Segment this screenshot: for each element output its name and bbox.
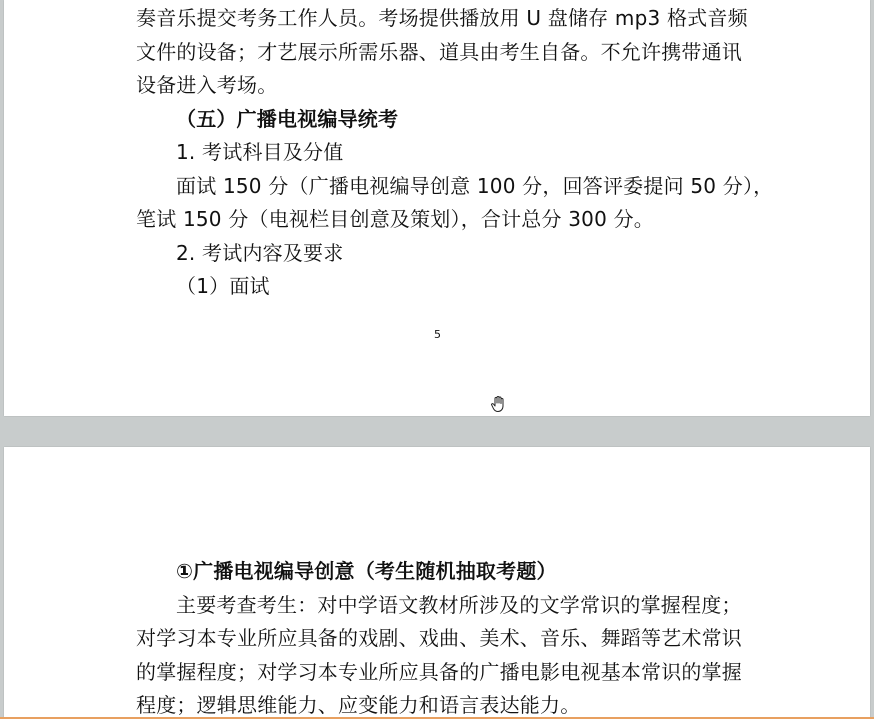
subsection-heading: 2. 考试内容及要求 bbox=[176, 241, 344, 265]
document-page-5 bbox=[4, 0, 870, 416]
section-heading: （五）广播电视编导统考 bbox=[176, 107, 399, 131]
hand-cursor-icon bbox=[489, 394, 509, 414]
page-number: 5 bbox=[434, 328, 441, 341]
paragraph-line: 文件的设备；才艺展示所需乐器、道具由考生自备。不允许携带通讯 bbox=[136, 40, 742, 64]
paragraph-line: 设备进入考场。 bbox=[136, 73, 278, 97]
item-heading: ①广播电视编导创意（考生随机抽取考题） bbox=[176, 559, 557, 583]
paragraph-line: 奏音乐提交考务工作人员。考场提供播放用 U 盘储存 mp3 格式音频 bbox=[136, 6, 748, 30]
paragraph-line: 主要考查考生：对中学语文教材所涉及的文学常识的掌握程度； bbox=[176, 593, 742, 617]
paragraph-line: 笔试 150 分（电视栏目创意及策划），合计总分 300 分。 bbox=[136, 207, 654, 231]
subsection-heading: （1）面试 bbox=[176, 274, 270, 298]
paragraph-line: 程度；逻辑思维能力、应变能力和语言表达能力。 bbox=[136, 693, 581, 717]
paragraph-line: 面试 150 分（广播电视编导创意 100 分，回答评委提问 50 分）， bbox=[176, 174, 774, 198]
subsection-heading: 1. 考试科目及分值 bbox=[176, 140, 344, 164]
document-page-6 bbox=[4, 447, 870, 719]
paragraph-line: 的掌握程度；对学习本专业所应具备的广播电影电视基本常识的掌握 bbox=[136, 660, 742, 684]
paragraph-line: 对学习本专业所应具备的戏剧、戏曲、美术、音乐、舞蹈等艺术常识 bbox=[136, 626, 742, 650]
